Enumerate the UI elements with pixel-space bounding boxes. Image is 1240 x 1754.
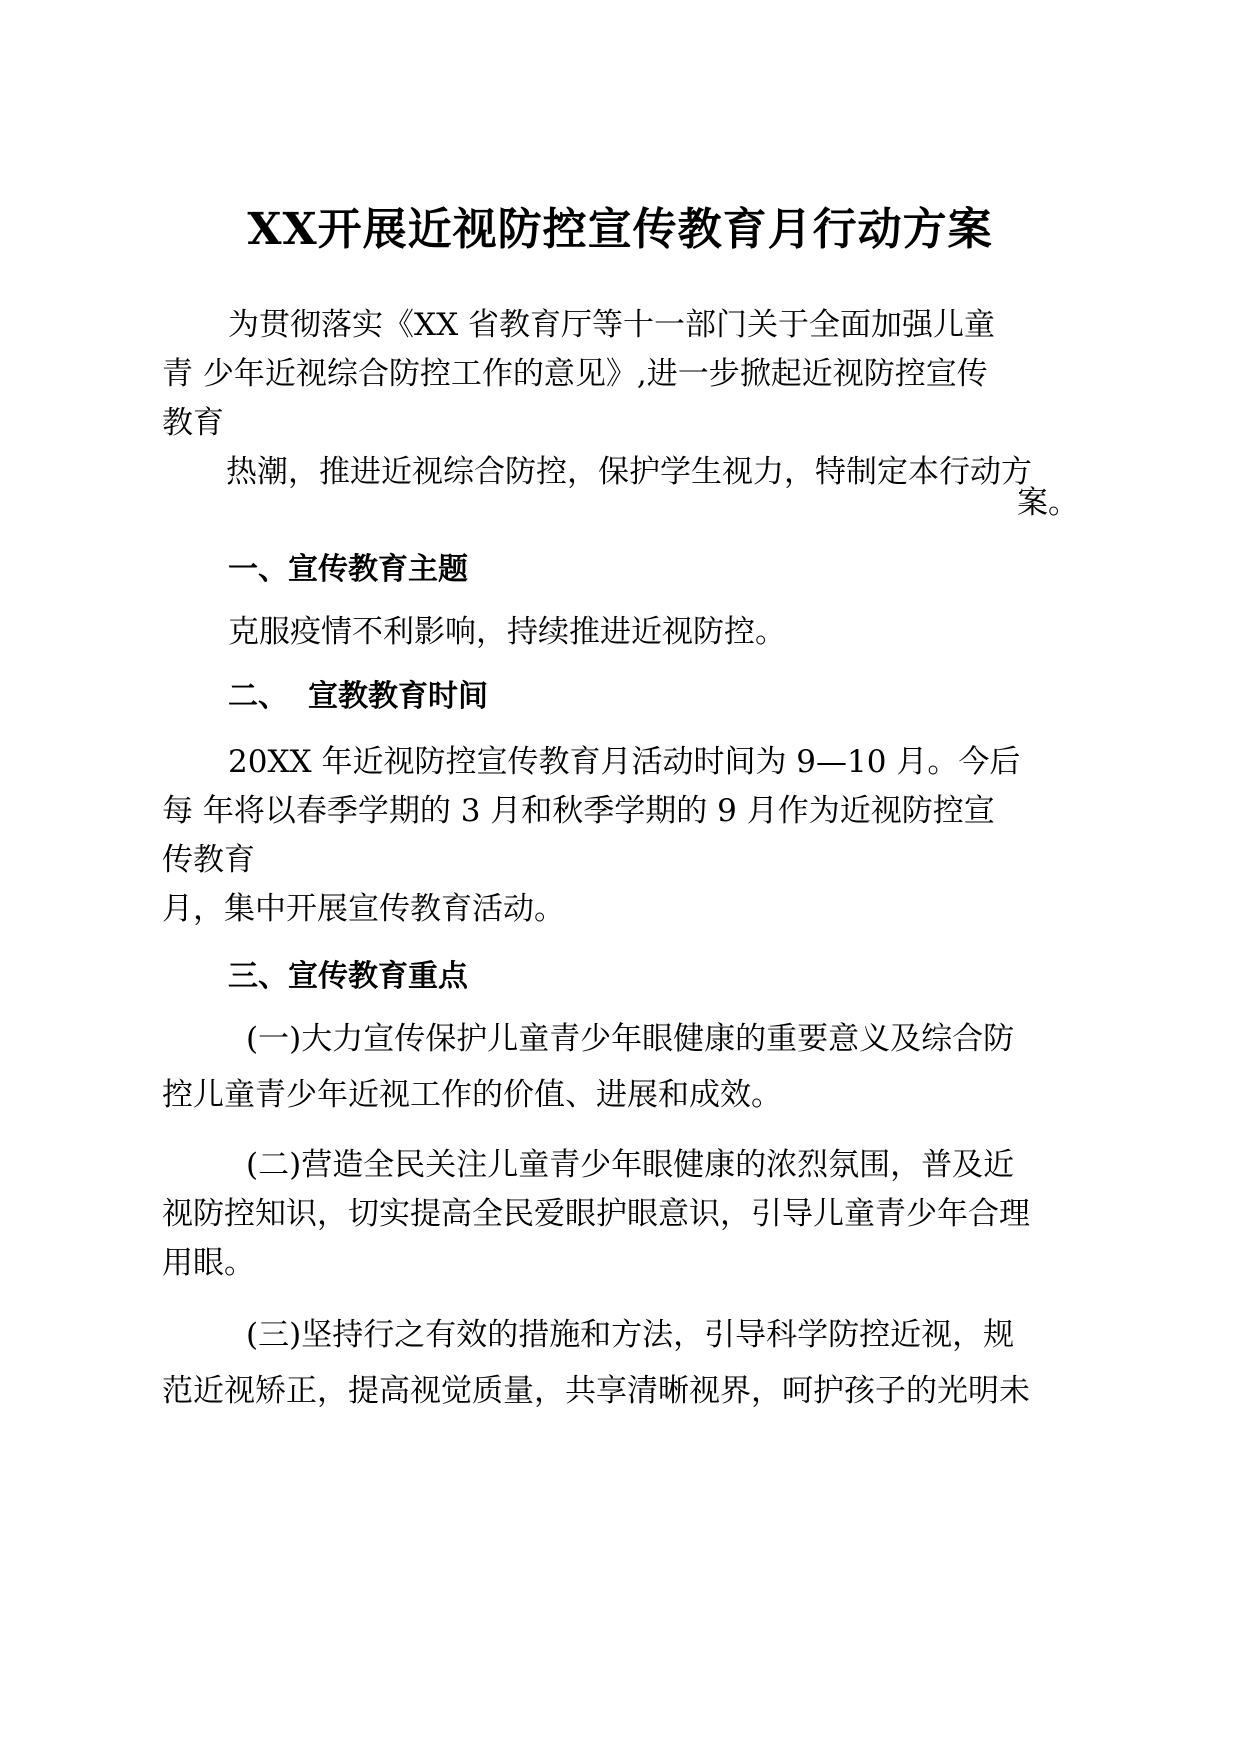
section-1-body: 克服疫情不利影响，持续推进近视防控。 [228,614,786,650]
section-1-title: 宣传教育主题 [288,552,468,587]
section-2-title: 宣教教育时间 [308,679,488,714]
intro-line-2: 青 少年近视综合防控工作的意见》,进一步掀起近视防控宣传 [162,356,988,392]
intro-line-1: 为贯彻落实《XX 省教育厅等十一部门关于全面加强儿童 [228,307,995,343]
intro-line-5: 案。 [1017,485,1079,521]
section-2-line-4: 月，集中开展宣传教育活动。 [162,891,565,927]
section-3-item-1-line-2: 控儿童青少年近视工作的价值、进展和成效。 [162,1077,782,1113]
section-3-item-1-line-1: (一)大力宣传保护儿童青少年眼健康的重要意义及综合防 [246,1021,1015,1057]
section-2-line-1: 20XX 年近视防控宣传教育月活动时间为 9—10 月。今后 [228,744,1021,780]
section-3-title: 宣传教育重点 [288,959,468,994]
section-2-line-3: 传教育 [162,842,255,878]
section-3-item-2-line-3: 用眼。 [162,1245,255,1281]
section-2-heading [228,675,488,719]
section-2-line-2: 每 年将以春季学期的 3 月和秋季学期的 9 月作为近视防控宣 [162,793,995,829]
intro-line-4: 热潮，推进近视综合防控，保护学生视力，特制定本行动方 [226,454,1032,490]
section-3-item-2-line-2: 视防控知识，切实提高全民爱眼护眼意识，引导儿童青少年合理 [162,1196,1030,1232]
section-3-heading [228,955,468,999]
section-3-item-2-line-1: (二)营造全民关注儿童青少年眼健康的浓烈氛围，普及近 [246,1147,1015,1183]
section-3-item-3-line-1: (三)坚持行之有效的措施和方法，引导科学防控近视，规 [246,1317,1015,1353]
document-title: XX开展近视防控宣传教育月行动方案 [247,204,993,255]
section-1-heading [228,548,468,592]
section-1-number: 一、 [228,552,288,587]
section-3-number: 三、 [228,959,288,994]
section-2-number: 二、 [228,679,288,714]
section-3-item-3-line-2: 范近视矫正，提高视觉质量，共享清晰视界，呵护孩子的光明未 [162,1373,1030,1409]
intro-line-3: 教育 [162,405,224,441]
